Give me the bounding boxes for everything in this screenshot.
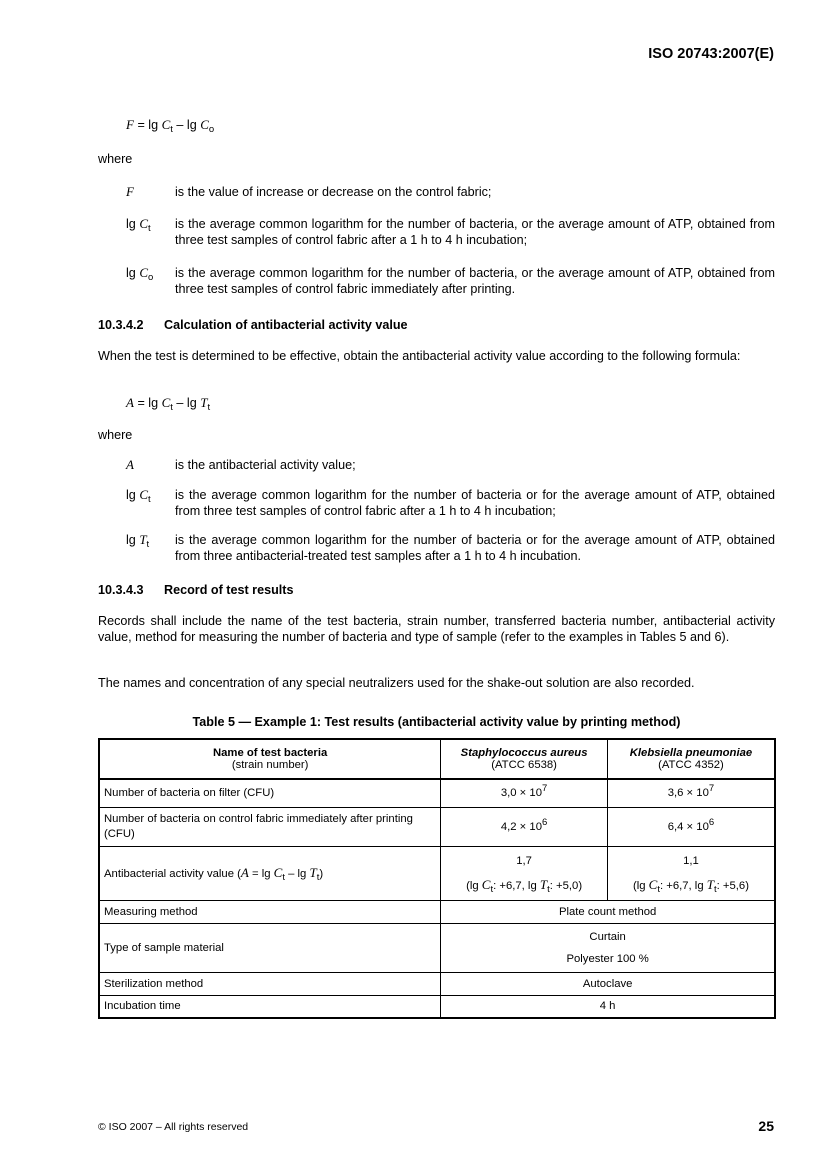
row-label: Type of sample material — [99, 923, 441, 972]
cell-value: $6,4 \times 10^6$ — [607, 807, 775, 846]
def-text-lg-ct: is the average common logarithm for the number of bacteria or for the average amount of ATP, obtained from three test samples of control fabric after a 1 h to 4 h incubation; — [175, 488, 775, 518]
row-label: Antibacterial activity value $(A = \lg C_t - \lg T_t)$ — [99, 846, 441, 900]
page-number: 25 — [758, 1118, 774, 1134]
def-text-f: is the value of increase or decrease on the control fabric; — [175, 185, 492, 199]
table-row — [99, 779, 775, 807]
table-row — [99, 972, 775, 995]
def-text-lg-tt: is the average common logarithm for the number of bacteria or for the average amount of ATP, obtained from three antibacterial-treated test samples after a 1 h to 4 h incubation. — [175, 533, 775, 563]
formula-f: $F = \lg C_t - \lg C_o$ — [126, 117, 215, 135]
table-row — [99, 807, 775, 846]
header-cell-bacteria: Name of test bacteria (strain number) — [99, 739, 441, 779]
table-caption: Table 5 — Example 1: Test results (antibacterial activity value by printing method) — [192, 715, 681, 729]
def-text-lg-ct: is the average common logarithm for the number of bacteria, or the average amount of ATP, obtained from three test samples of control fabric after a 1 h to 4 h incubation; — [175, 217, 775, 247]
table-row — [99, 923, 775, 972]
formula-a: $A = \lg C_t - \lg T_t$ — [126, 395, 211, 413]
cell-value: $4,2 \times 10^6$ — [441, 807, 608, 846]
table-row — [99, 995, 775, 1018]
header-cell-klebsiella: Klebsiella pneumoniae (ATCC 4352) — [607, 739, 775, 779]
table-header-row — [99, 739, 775, 779]
def-text-lg-co: is the average common logarithm for the number of bacteria, or the average amount of ATP, obtained from three test samples of control fabric immediately after printing. — [175, 266, 775, 296]
cell-value: $3,0 \times 10^7$ — [441, 779, 608, 807]
def-symbol-f: F — [126, 184, 134, 199]
row-label: Number of bacteria on filter (CFU) — [99, 779, 441, 807]
cell-value: 1,7 (lg $C_t$: +6,7, $\lg T_t$: +5,0) — [441, 846, 608, 900]
cell-value: 4 h — [441, 995, 775, 1018]
document-id: ISO 20743:2007(E) — [648, 46, 774, 62]
row-label: Incubation time — [99, 995, 441, 1018]
row-label: Number of bacteria on control fabric immediately after printing (CFU) — [99, 807, 441, 846]
def-symbol-lg-tt: $\lg T_t$ — [126, 532, 150, 550]
def-symbol-a: A — [126, 457, 134, 472]
paragraph-neutralizers: The names and concentration of any special neutralizers used for the shake-out solution are also recorded. — [98, 676, 695, 690]
paragraph-formula-intro: When the test is determined to be effective, obtain the antibacterial activity value according to the following formula: — [98, 349, 741, 363]
row-label: Sterilization method — [99, 972, 441, 995]
cell-value: $3,6 \times 10^7$ — [607, 779, 775, 807]
def-text-a: is the antibacterial activity value; — [175, 458, 356, 472]
copyright-notice: © ISO 2007 – All rights reserved — [98, 1121, 249, 1133]
where-label: where — [98, 152, 133, 166]
row-label: Measuring method — [99, 900, 441, 923]
results-table — [98, 738, 776, 1019]
cell-value: 1,1 (lg $C_t$: +6,7, $\lg T_t$: +5,6) — [607, 846, 775, 900]
cell-value: Plate count method — [441, 900, 775, 923]
table-row — [99, 900, 775, 923]
paragraph-records: Records shall include the name of the test bacteria, strain number, transferred bacteria number, antibacterial activity value, method for measuring the number of bacteria and type of sample (refer to the examples in Tables 5 and 6). — [98, 614, 775, 644]
section-heading-10-3-4-3: 10.3.4.3 Record of test results — [98, 583, 294, 597]
header-cell-staphylococcus: Staphylococcus aureus (ATCC 6538) — [441, 739, 608, 779]
table-row — [99, 846, 775, 900]
def-symbol-lg-ct: $\lg C_t$ — [126, 216, 151, 234]
where-label: where — [98, 428, 133, 442]
def-symbol-lg-co: $\lg C_o$ — [126, 265, 154, 283]
def-symbol-lg-ct: $\lg C_t$ — [126, 487, 151, 505]
cell-value: Curtain Polyester 100 % — [441, 923, 775, 972]
cell-value: Autoclave — [441, 972, 775, 995]
section-heading-10-3-4-2: 10.3.4.2 Calculation of antibacterial activity value — [98, 318, 408, 332]
